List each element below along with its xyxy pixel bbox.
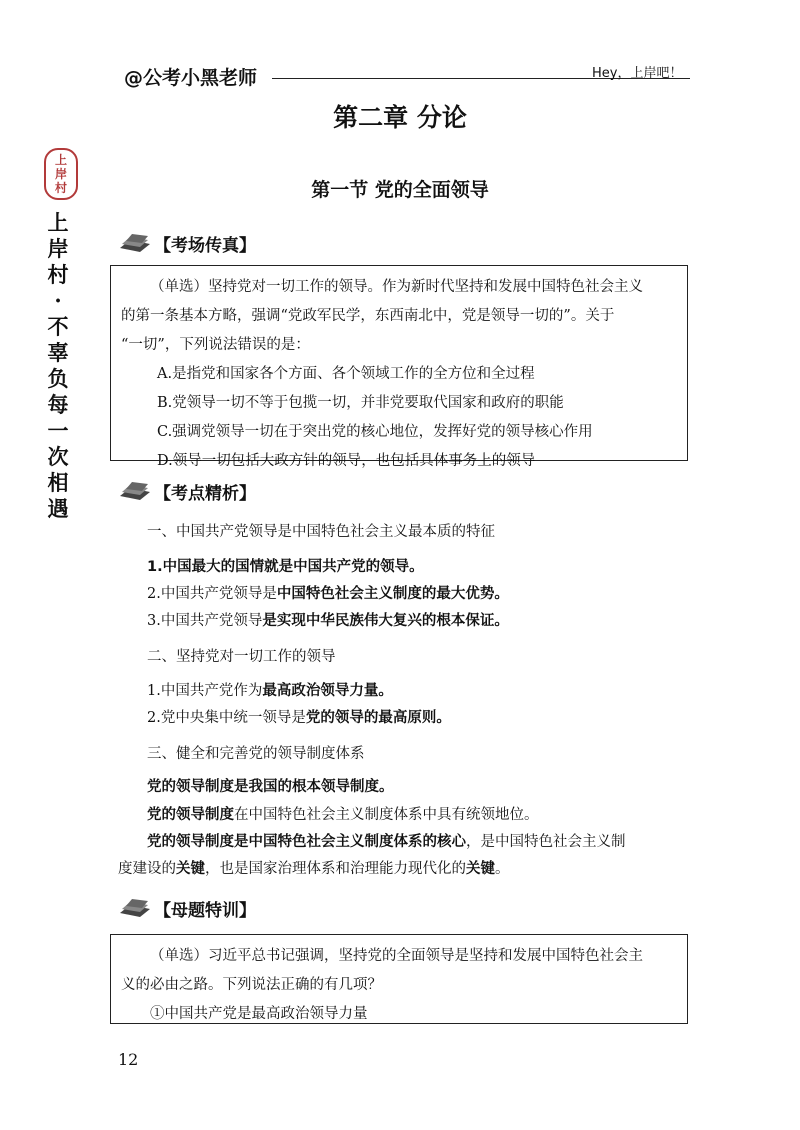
point-line [147,555,424,576]
book-stack-icon [118,897,152,919]
bold-text: 党的领导制度是中国特色社会主义制度体系的核心 [147,834,466,850]
bold-text: 是实现中华民族伟大复兴的根本保证。 [262,613,509,629]
side-vertical-slogan: 上 岸 村 · 不 辜 负 每 一 次 相 遇 [47,210,69,521]
point-line [147,830,626,851]
book-stack-icon [118,480,152,502]
bold-text: 关键 [466,861,495,877]
bold-text: 党的领导制度 [147,807,234,823]
question-text-line: “一切”，下列说法错误的是： [121,337,310,353]
plain-text: 在中国特色社会主义制度体系中具有统领地位。 [234,807,539,823]
bold-text: 1.中国最大的国情就是中国共产党的领导。 [147,559,424,575]
plain-text: 2.党中央集中统一领导是 [147,710,306,726]
section-head-exam [118,230,256,256]
point-line [147,775,394,796]
option-1: ①中国共产党是最高政治领导力量 [150,1006,368,1022]
bold-text: 党的领导制度是我国的根本领导制度。 [147,779,394,795]
page-number: 12 [118,1050,139,1069]
option-a: A.是指党和国家各个方面、各个领域工作的全方位和全过程 [157,366,535,382]
bold-text: 关键 [176,861,205,877]
chapter-title: 第二章 分论 [333,103,467,132]
bold-text: 党的领导的最高原则。 [305,710,451,726]
book-stack-icon [118,232,152,254]
plain-text: 2.中国共产党领导是 [147,586,277,602]
point-line [147,609,509,630]
header-brand: @公考小黑老师 [124,67,258,89]
bold-text: 最高政治领导力量。 [262,683,393,699]
section-head-points [118,478,256,504]
bold-text: 中国特色社会主义制度的最大优势。 [276,586,509,602]
point-line [147,706,451,727]
question-text-line: 义的必由之路。下列说法正确的有几项？ [121,977,382,993]
option-d: D.领导一切包括大政方针的领导，也包括具体事务上的领导 [157,453,536,469]
plain-text: 1.中国共产党作为 [147,683,263,699]
question-box-1 [110,265,688,469]
point-heading-2: 二、坚持党对一切工作的领导 [147,649,336,665]
seal-text: 上岸村 [54,153,67,195]
point-line [147,679,393,700]
section-label: 【考场传真】 [154,235,256,256]
section-head-training [118,895,256,921]
point-heading-3: 三、健全和完善党的领导制度体系 [147,746,365,762]
section-label: 【母题特训】 [154,900,256,921]
section-label: 【考点精析】 [154,483,256,504]
question-text-line: （单选）坚持党对一切工作的领导。作为新时代坚持和发展中国特色社会主义 [150,279,643,295]
option-b: B.党领导一切不等于包揽一切，并非党要取代国家和政府的职能 [157,395,564,411]
point-line [147,803,539,824]
plain-text: 。 [495,861,510,877]
section-title: 第一节 党的全面领导 [311,179,489,201]
point-line [118,857,510,878]
plain-text: 度建设的 [118,861,176,877]
header-tagline: Hey，上岸吧！ [592,66,683,81]
plain-text: ，也是国家治理体系和治理能力现代化的 [205,861,466,877]
plain-text: 3.中国共产党领导 [147,613,263,629]
point-line [147,582,509,603]
point-heading-1: 一、中国共产党领导是中国特色社会主义最本质的特征 [147,524,495,540]
question-text-line: 的第一条基本方略，强调“党政军民学，东西南北中，党是领导一切的”。关于 [121,308,615,324]
question-box-2 [110,934,688,1024]
option-c: C.强调党领导一切在于突出党的核心地位，发挥好党的领导核心作用 [157,424,593,440]
plain-text: ，是中国特色社会主义制 [466,834,626,850]
question-text-line: （单选）习近平总书记强调，坚持党的全面领导是坚持和发展中国特色社会主 [150,948,643,964]
